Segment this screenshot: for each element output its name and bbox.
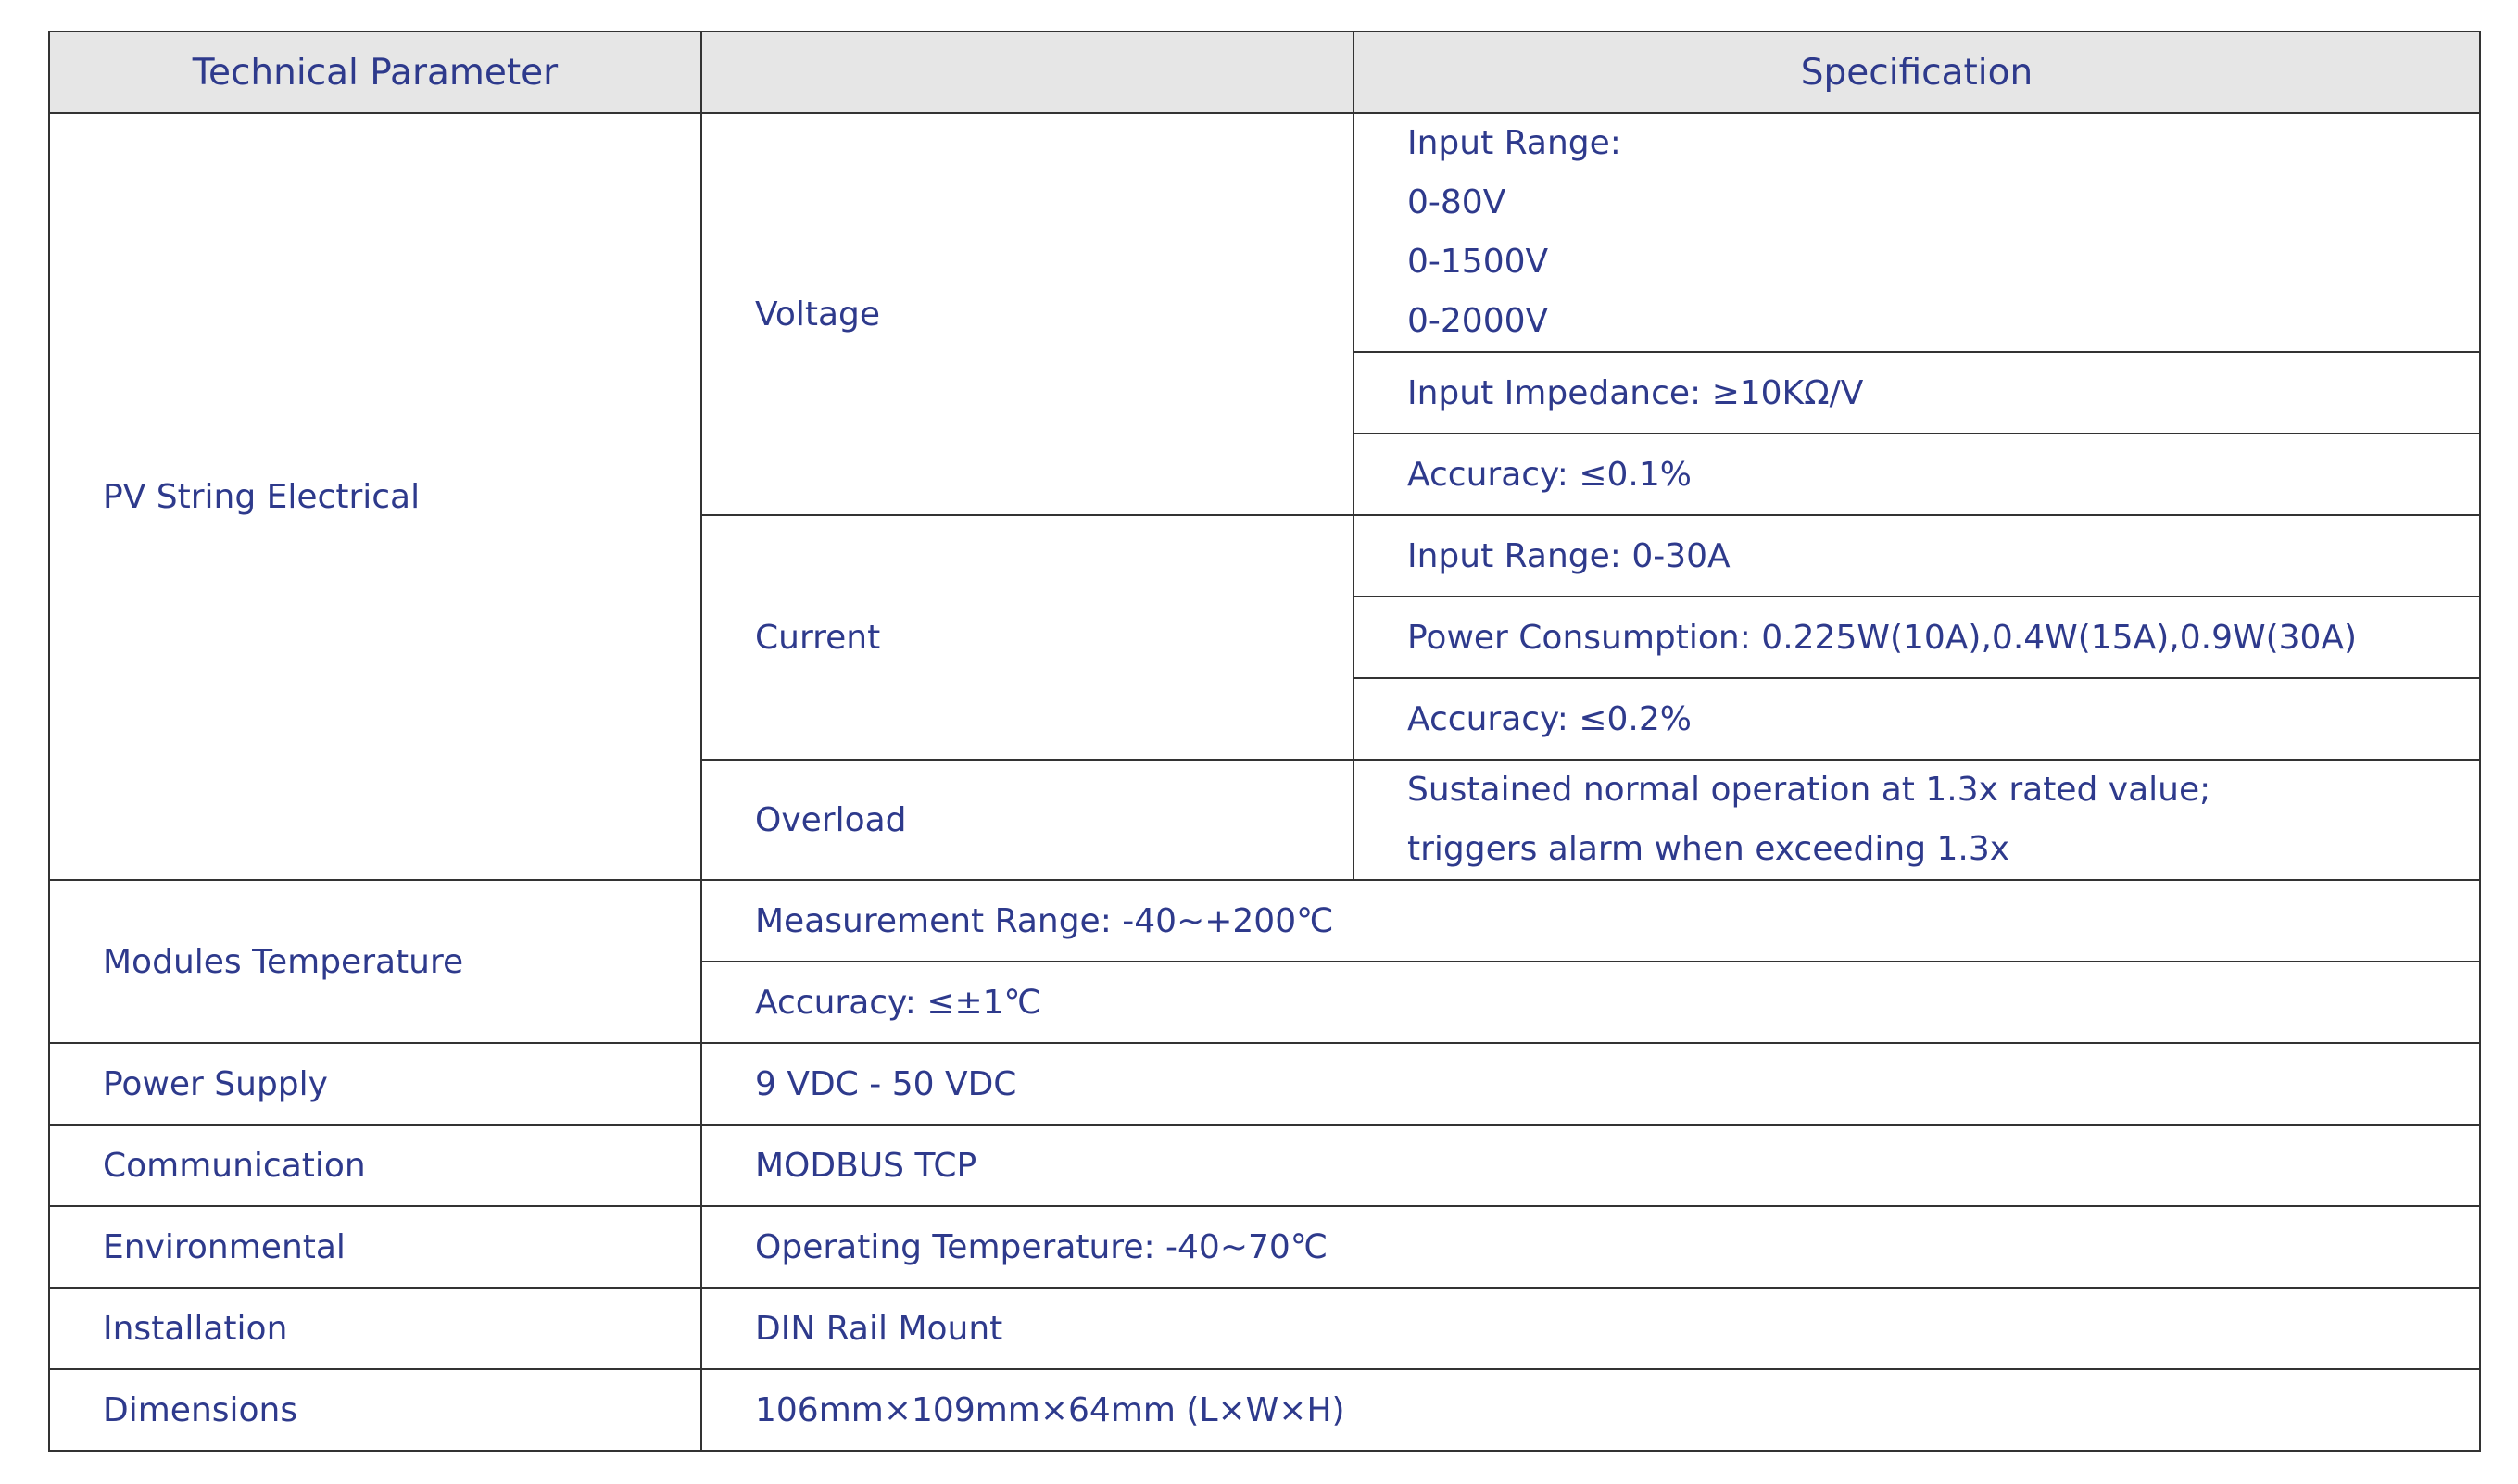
value-communication: MODBUS TCP	[701, 1125, 2480, 1206]
header-specification: Specification	[1353, 31, 2480, 113]
spec-table	[48, 31, 2481, 1452]
voltage-range-2000v: 0-2000V	[1407, 302, 1549, 340]
table-row	[49, 1369, 2480, 1451]
table-row	[49, 1288, 2480, 1369]
voltage-input-impedance: Input Impedance: ≥10KΩ/V	[1353, 352, 2480, 434]
overload-spec	[1353, 760, 2480, 880]
current-input-range: Input Range: 0-30A	[1353, 515, 2480, 597]
param-installation: Installation	[49, 1288, 701, 1369]
subparam-overload: Overload	[701, 760, 1353, 880]
overload-line-1: Sustained normal operation at 1.3x rated value;	[1407, 771, 2211, 809]
table-row	[49, 880, 2480, 962]
param-environmental: Environmental	[49, 1206, 701, 1288]
value-power-supply: 9 VDC - 50 VDC	[701, 1043, 2480, 1125]
table-header-row	[49, 31, 2480, 113]
voltage-input-range-title: Input Range:	[1407, 124, 1621, 162]
param-communication: Communication	[49, 1125, 701, 1206]
param-power-supply: Power Supply	[49, 1043, 701, 1125]
temperature-accuracy: Accuracy: ≤±1℃	[701, 962, 2480, 1043]
param-dimensions: Dimensions	[49, 1369, 701, 1451]
overload-line-2: triggers alarm when exceeding 1.3x	[1407, 830, 2010, 868]
current-accuracy: Accuracy: ≤0.2%	[1353, 678, 2480, 760]
value-dimensions: 106mm×109mm×64mm (L×W×H)	[701, 1369, 2480, 1451]
table-row	[49, 1043, 2480, 1125]
table-row	[49, 113, 2480, 352]
header-technical-parameter: Technical Parameter	[49, 31, 701, 113]
temperature-measurement-range: Measurement Range: -40~+200℃	[701, 880, 2480, 962]
subparam-voltage: Voltage	[701, 113, 1353, 515]
table-row	[49, 1206, 2480, 1288]
voltage-accuracy: Accuracy: ≤0.1%	[1353, 434, 2480, 515]
param-modules-temperature: Modules Temperature	[49, 880, 701, 1043]
subparam-current: Current	[701, 515, 1353, 760]
value-environmental: Operating Temperature: -40~70℃	[701, 1206, 2480, 1288]
param-pv-string-electrical: PV String Electrical	[49, 113, 701, 880]
header-blank	[701, 31, 1353, 113]
voltage-range-80v: 0-80V	[1407, 183, 1506, 221]
current-power-consumption: Power Consumption: 0.225W(10A),0.4W(15A),0.9W(30A)	[1353, 597, 2480, 678]
voltage-range-1500v: 0-1500V	[1407, 243, 1549, 281]
table-row	[49, 1125, 2480, 1206]
voltage-input-range	[1353, 113, 2480, 352]
value-installation: DIN Rail Mount	[701, 1288, 2480, 1369]
